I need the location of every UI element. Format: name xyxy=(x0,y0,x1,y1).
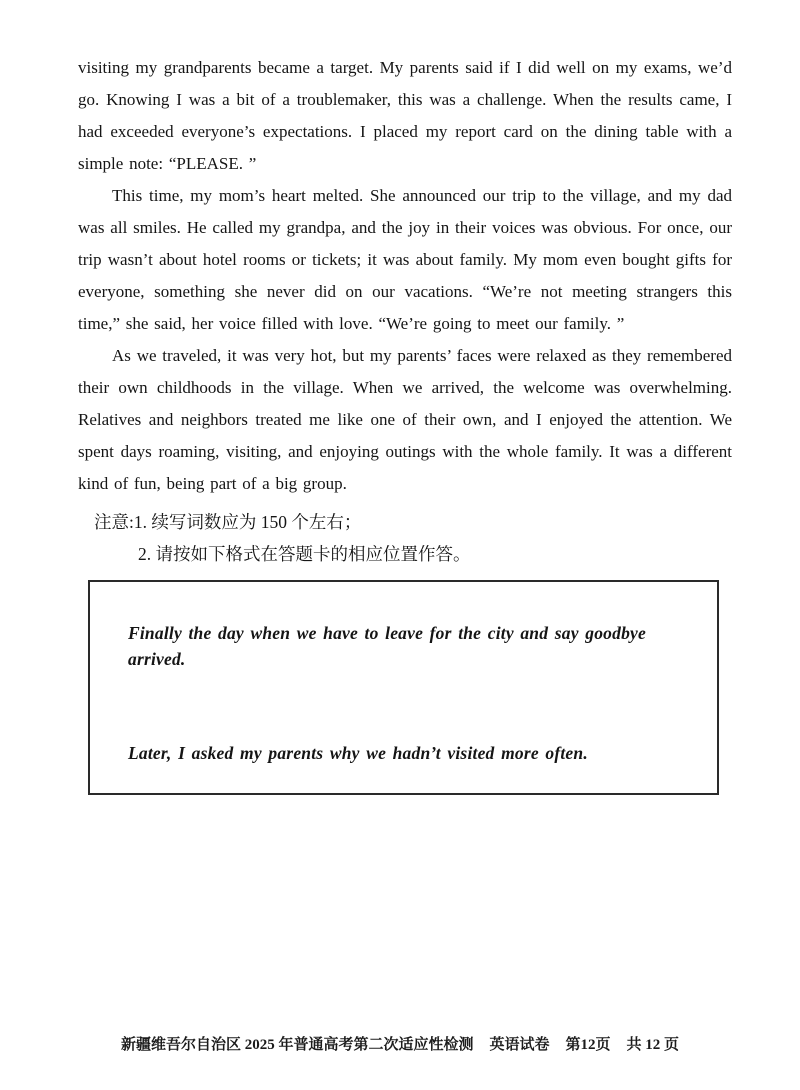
notice-line-2: 2. 请按如下格式在答题卡的相应位置作答。 xyxy=(138,544,471,564)
passage-paragraph-1: visiting my grandparents became a target. My parents said if I did well on my exams, we’d go. Knowing I was a bit of a troublemaker, this was a challenge. When the results came, I had exceeded everyone’s expectations. I placed my report card on the dining table with a simple note: “PLEASE. ” xyxy=(78,58,732,173)
reading-passage xyxy=(78,52,732,500)
passage-paragraph-2: This time, my mom’s heart melted. She announced our trip to the village, and my dad was all smiles. He called my grandpa, and the joy in their voices was obvious. For once, our trip wasn’t about hotel rooms or tickets; it was about family. My mom even bought gifts for everyone, something she never did on our vacations. “We’re not meeting strangers this time,” she said, her voice filled with love. “We’re going to meet our family. ” xyxy=(78,186,732,333)
footer-page-number: 第12页 xyxy=(565,1037,611,1053)
footer-exam-title: 新疆维吾尔自治区 2025 年普通高考第二次适应性检测 xyxy=(120,1037,474,1053)
notice-line-1: 注意:1. 续写词数应为 150 个左右； xyxy=(94,512,362,532)
continuation-sentence-2: Later, I asked my parents why we hadn’t visited more often. xyxy=(128,743,588,763)
footer-subject: 英语试卷 xyxy=(489,1037,550,1053)
continuation-sentence-1: Finally the day when we have to leave for the city and say goodbye arrived. xyxy=(128,623,646,669)
passage-paragraph-3: As we traveled, it was very hot, but my parents’ faces were relaxed as they remembered their own childhoods in the village. When we arrived, the welcome was overwhelming. Relatives and neighbors treated me like one of their own, and I enjoyed the attention. We spent days roaming, visiting, and enjoying outings with the whole family. It was a different kind of fun, being part of a big group. xyxy=(78,346,732,493)
page-content xyxy=(78,52,732,795)
notice-section xyxy=(78,506,732,570)
footer-total-pages: 共 12 页 xyxy=(626,1037,680,1053)
page-footer xyxy=(0,1033,800,1054)
answer-format-box xyxy=(88,580,719,795)
